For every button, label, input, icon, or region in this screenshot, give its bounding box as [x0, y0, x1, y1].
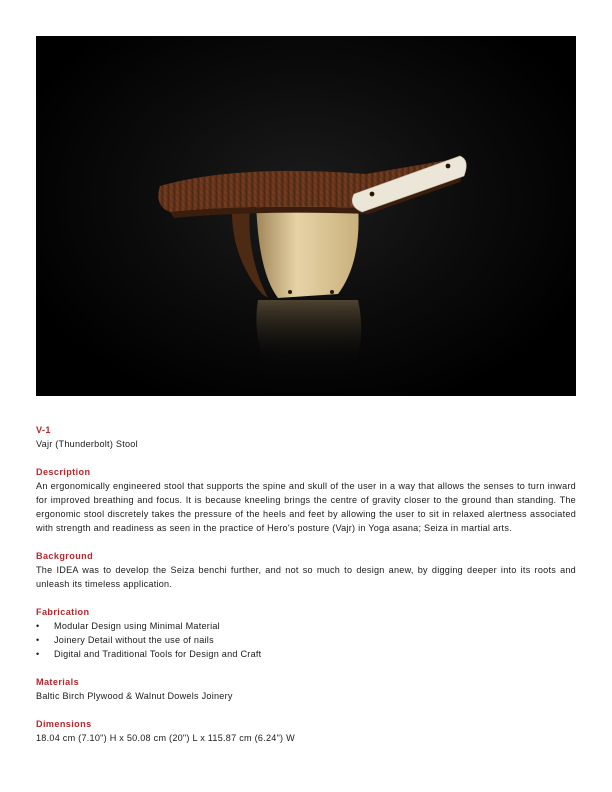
product-header	[36, 423, 576, 451]
dowel-icon	[288, 290, 292, 294]
stool-image	[36, 36, 576, 396]
stool-front-leg	[256, 200, 359, 298]
list-item: • Digital and Traditional Tools for Design and Craft	[36, 647, 576, 661]
product-name: Vajr (Thunderbolt) Stool	[36, 439, 138, 449]
product-code: V-1	[36, 425, 51, 435]
fabrication-heading: Fabrication	[36, 607, 90, 617]
background-text: The IDEA was to develop the Seiza benchi further, and not so much to design anew, by digging deeper into its roots and unleash its timeless application.	[36, 565, 576, 589]
dowel-icon	[370, 192, 375, 197]
dimensions-section	[36, 717, 576, 745]
fabrication-list	[36, 619, 576, 661]
fabrication-section	[36, 605, 576, 661]
list-item: • Joinery Detail without the use of nails	[36, 633, 576, 647]
background-section	[36, 549, 576, 591]
description-text: An ergonomically engineered stool that supports the spine and skull of the user in a way that allows the senses to turn inward for improved breathing and focus. It is because kneeling brings the centre of gravity closer to the ground than standing. The ergonomic stool discretely takes the pressure of the heels and feet by allowing the user to sit in relaxed alertness associated with strength and readiness as seen in the practice of Hero's posture (Vajr) in Yoga asana; Seiza in martial arts.	[36, 481, 576, 533]
product-photo	[36, 36, 576, 396]
materials-heading: Materials	[36, 677, 80, 687]
description-heading: Description	[36, 467, 91, 477]
dowel-icon	[446, 164, 451, 169]
materials-section	[36, 675, 576, 703]
dimensions-heading: Dimensions	[36, 719, 92, 729]
stool-reflection	[256, 300, 361, 368]
materials-text: Baltic Birch Plywood & Walnut Dowels Joinery	[36, 691, 233, 701]
dimensions-text: 18.04 cm (7.10") H x 50.08 cm (20") L x 115.87 cm (6.24") W	[36, 733, 295, 743]
list-item: • Modular Design using Minimal Material	[36, 619, 576, 633]
product-details	[36, 423, 576, 759]
background-heading: Background	[36, 551, 94, 561]
description-section	[36, 465, 576, 535]
dowel-icon	[330, 290, 334, 294]
